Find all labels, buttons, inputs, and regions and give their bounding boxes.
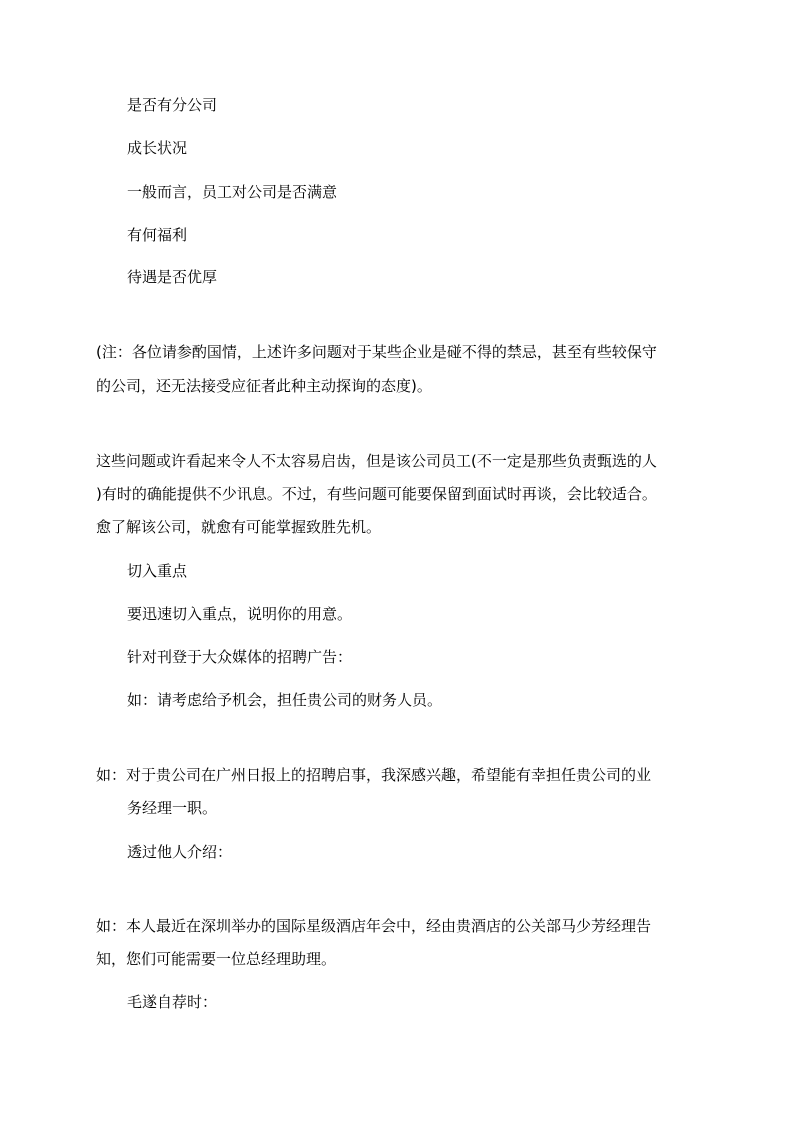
text-line: 愈了解该公司，就愈有可能掌握致胜先机。 — [96, 518, 382, 536]
text-line: 待遇是否优厚 — [127, 268, 218, 286]
text-line: 切入重点 — [127, 562, 188, 580]
text-line: 知，您们可能需要一位总经理助理。 — [96, 950, 337, 968]
text-line: 毛遂自荐时： — [127, 993, 218, 1011]
text-line: 务经理一职。 — [127, 799, 218, 817]
text-line: 透过他人介绍： — [127, 843, 233, 861]
text-line: 的公司，还无法接受应征者此种主动探询的态度)。 — [96, 377, 432, 395]
text-line: )有时的确能提供不少讯息。不过，有些问题可能要保留到面试时再谈，会比较适合。 — [96, 485, 657, 503]
text-line: 针对刊登于大众媒体的招聘广告： — [127, 648, 353, 666]
text-line: 如：请考虑给予机会，担任贵公司的财务人员。 — [127, 691, 443, 709]
text-line: 有何福利 — [127, 226, 188, 244]
text-line: 如：本人最近在深圳举办的国际星级酒店年会中，经由贵酒店的公关部马少芳经理告 — [96, 917, 652, 935]
text-line: (注：各位请参酌国情，上述许多问题对于某些企业是碰不得的禁忌，甚至有些较保守 — [96, 343, 657, 361]
text-line: 成长状况 — [127, 139, 188, 157]
text-line: 是否有分公司 — [127, 96, 218, 114]
text-line: 这些问题或许看起来令人不太容易启齿，但是该公司员工(不一定是那些负责甄选的人 — [96, 452, 657, 470]
text-line: 一般而言，员工对公司是否满意 — [127, 183, 338, 201]
text-line: 要迅速切入重点，说明你的用意。 — [127, 605, 353, 623]
text-line: 如：对于贵公司在广州日报上的招聘启事，我深感兴趣，希望能有幸担任贵公司的业 — [96, 766, 652, 784]
